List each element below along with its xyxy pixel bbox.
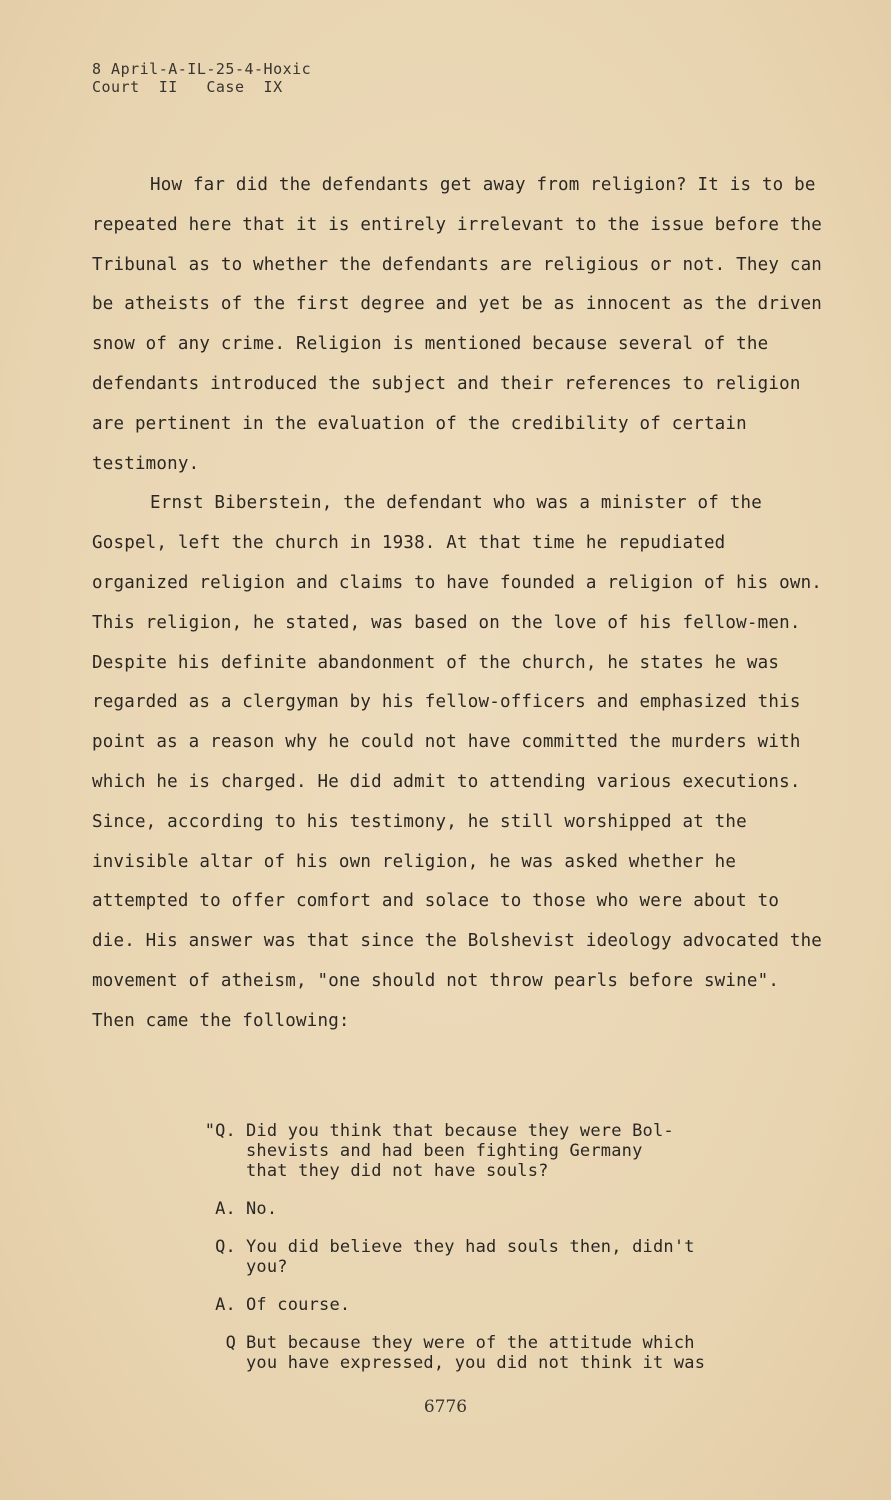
testimony-line: [196, 1199, 796, 1219]
speaker-label: A.: [215, 1199, 236, 1219]
testimony-excerpt: [196, 1121, 796, 1391]
testimony-text: You did believe they had souls then, didn't you?: [246, 1237, 695, 1277]
page-number: 6776: [423, 1397, 468, 1417]
body-text: [92, 166, 832, 1042]
testimony-line: [196, 1121, 796, 1181]
testimony-line: [196, 1237, 796, 1277]
testimony-text: Did you think that because they were Bol- shevists and had been fighting Germany that they did not have souls?: [246, 1121, 674, 1181]
speaker-label: Q: [225, 1333, 236, 1353]
paragraph-biberstein: Ernst Biberstein, the defendant who was a minister of the Gospel, left the church in 1938. At that time he repudiated organized religion and claims to have founded a religion of his own. This religion, he stated, was based on the love of his fellow-men. Despite his definite abandonment of the church, he states he was regarded as a clergyman by his fellow-officers and emphasized this point as a reason why he could not have committed the murders with which he is charged. He did admit to attending various executions. Since, according to his testimony, he still worshipped at the invisible altar of his own religion, he was asked whether he attempted to offer comfort and solace to those who were about to die. His answer was that since the Bolshevist ideology advocated the movement of atheism, "one should not throw pearls before swine". Then came the following:: [92, 493, 823, 1031]
speaker-label: "Q.: [204, 1121, 236, 1141]
header-court-case: Court II Case IX: [92, 78, 283, 96]
paragraph-religion: How far did the defendants get away from religion? It is to be repeated here that it is entirely irrelevant to the issue before the Tribunal as to whether the defendants are religious or not. They can be atheists of the first degree and yet be as innocent as the driven snow of any crime. Religion is mentioned because several of the defendants introduced the subject and their references to religion are pertinent in the evaluation of the credibility of certain testimony.: [92, 175, 823, 474]
speaker-label: Q.: [215, 1237, 236, 1257]
testimony-text: No.: [246, 1199, 278, 1219]
header-reference: 8 April-A-IL-25-4-Hoxic: [92, 60, 312, 78]
testimony-line: [196, 1333, 796, 1373]
testimony-line: [196, 1295, 796, 1315]
testimony-text: Of course.: [246, 1295, 351, 1315]
speaker-label: A.: [215, 1295, 236, 1315]
document-header: [92, 60, 311, 96]
testimony-text: But because they were of the attitude which you have expressed, you did not think it was: [246, 1333, 706, 1373]
